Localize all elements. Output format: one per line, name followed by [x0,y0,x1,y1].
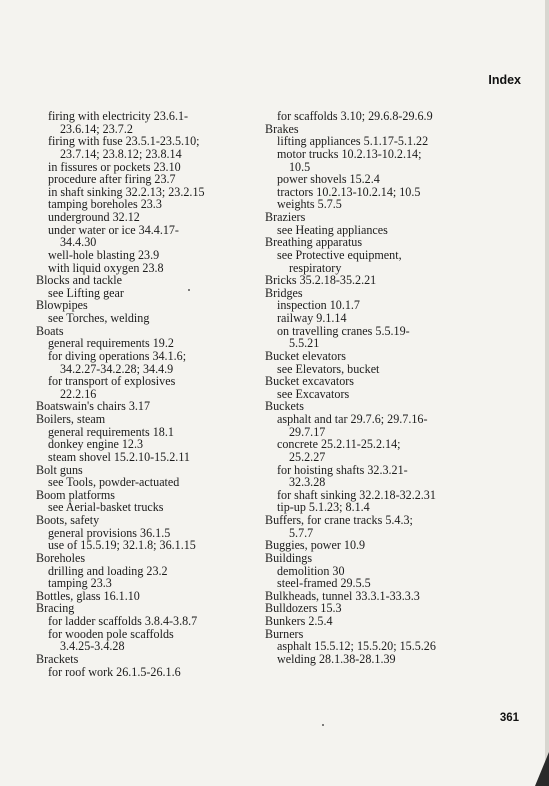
index-subentry: railway 9.1.14 [277,311,347,325]
index-heading: Boreholes [36,550,86,565]
index-subentry: general requirements 19.2 [48,336,174,351]
index-subentry: 34.4.30 [60,235,97,250]
index-column-left [36,110,258,678]
index-subentry: see Elevators, bucket [277,361,380,376]
index-subentry: tip-up 5.1.23; 8.1.4 [277,500,370,515]
index-subentry: demolition 30 [277,563,345,578]
index-subentry: general provisions 36.1.5 [48,525,171,540]
index-subentry: firing with electricity 23.6.1- [48,109,189,123]
index-heading: Blocks and tackle [36,273,122,288]
index-subentry: on travelling cranes 5.5.19- [277,323,410,338]
index-subentry: respiratory [289,260,342,275]
index-heading: Bricks 35.2.18-35.2.21 [265,273,377,288]
index-subentry: for shaft sinking 32.2.18-32.2.31 [277,487,436,502]
index-heading: Bulkheads, tunnel 33.3.1-33.3.3 [265,588,420,603]
index-heading: Bridges [265,285,303,300]
index-subentry: 3.4.25-3.4.28 [60,639,125,654]
index-heading: Buggies, power 10.9 [265,538,366,553]
index-subentry: for wooden pole scaffolds [48,626,174,641]
index-subentry: 5.5.21 [289,336,320,351]
index-heading: Buffers, for crane tracks 5.4.3; [265,513,413,527]
index-heading: Bucket excavators [265,374,354,389]
index-subentry: inspection 10.1.7 [277,298,360,313]
index-subentry: concrete 25.2.11-25.2.14; [277,437,401,452]
index-subentry: steel-framed 29.5.5 [277,576,371,591]
index-subentry: for roof work 26.1.5-26.1.6 [48,664,181,679]
speck [188,289,190,291]
index-subentry: see Protective equipment, [277,247,402,262]
index-subentry: for scaffolds 3.10; 29.6.8-29.6.9 [277,109,433,123]
speck [322,724,324,726]
page-number: 361 [499,712,519,724]
index-subentry: for hoisting shafts 32.3.21- [277,462,408,477]
index-heading: Burners [265,626,304,641]
index-subentry: tamping boreholes 23.3 [48,197,162,212]
index-heading: Boom platforms [36,487,115,502]
index-subentry: underground 32.12 [48,210,140,224]
index-heading: Boats [36,323,64,338]
index-subentry: see Heating appliances [277,222,388,237]
index-heading: Boatswain's chairs 3.17 [36,399,151,414]
index-subentry: see Tools, powder-actuated [48,475,180,490]
index-subentry: drilling and loading 23.2 [48,563,168,578]
index-subentry: use of 15.5.19; 32.1.8; 36.1.15 [48,538,196,553]
index-subentry: donkey engine 12.3 [48,437,144,452]
index-subentry: weights 5.7.5 [277,197,342,212]
index-subentry: firing with fuse 23.5.1-23.5.10; [48,134,200,149]
index-heading: Bracing [36,601,75,616]
index-subentry: 25.2.27 [289,449,326,464]
index-subentry: for transport of explosives [48,374,176,389]
index-heading: Bucket elevators [265,348,346,363]
index-subentry: general requirements 18.1 [48,424,174,439]
index-heading: Breathing apparatus [265,235,363,250]
index-subentry: 10.5 [289,159,311,174]
index-heading: Bunkers 2.5.4 [265,614,333,628]
index-subentry: procedure after firing 23.7 [48,172,176,187]
index-heading: 5.7.7 [289,525,314,540]
index-heading: Boilers, steam [36,412,106,426]
index-subentry: see Aerial-basket trucks [48,500,164,515]
index-heading: Brackets [36,651,79,666]
index-subentry: in shaft sinking 32.2.13; 23.2.15 [48,184,205,199]
index-subentry: asphalt and tar 29.7.6; 29.7.16- [277,412,428,426]
index-subentry: lifting appliances 5.1.17-5.1.22 [277,134,429,149]
index-column-right [265,110,519,666]
index-subentry: 32.3.28 [289,475,326,490]
index-subentry: power shovels 15.2.4 [277,172,380,187]
index-subentry: see Excavators [277,386,350,401]
index-subentry: motor trucks 10.2.13-10.2.14; [277,146,422,161]
index-heading: Bottles, glass 16.1.10 [36,588,140,603]
index-subentry: well-hole blasting 23.9 [48,247,160,262]
index-heading: Braziers [265,210,306,224]
index-heading: Blowpipes [36,298,88,313]
index-subentry: see Lifting gear [48,285,124,300]
index-subentry: 23.6.14; 23.7.2 [60,121,133,136]
index-heading: Buckets [265,399,304,414]
index-heading: Boots, safety [36,513,100,527]
index-subentry: see Torches, welding [48,311,150,325]
index-heading: Buildings [265,550,313,565]
index-subentry: steam shovel 15.2.10-15.2.11 [48,449,190,464]
index-subentry: for diving operations 34.1.6; [48,348,187,363]
index-subentry: with liquid oxygen 23.8 [48,260,164,275]
index-subentry: under water or ice 34.4.17- [48,222,179,237]
index-subentry: 34.2.27-34.2.28; 34.4.9 [60,361,174,376]
page-edge [545,0,549,786]
running-header: Index [488,73,521,87]
index-subentry: welding 28.1.38-28.1.39 [277,651,396,666]
index-subentry: 23.7.14; 23.8.12; 23.8.14 [60,146,182,161]
index-subentry: tractors 10.2.13-10.2.14; 10.5 [277,184,421,199]
index-subentry: 29.7.17 [289,424,326,439]
corner-mark [535,752,549,786]
index-subentry: tamping 23.3 [48,576,112,591]
index-heading: Bolt guns [36,462,83,477]
index-heading: Brakes [265,121,299,136]
index-subentry: in fissures or pockets 23.10 [48,159,181,174]
index-subentry: asphalt 15.5.12; 15.5.20; 15.5.26 [277,639,436,654]
index-subentry: for ladder scaffolds 3.8.4-3.8.7 [48,614,198,628]
index-subentry: 22.2.16 [60,386,97,401]
index-heading: Bulldozers 15.3 [265,601,342,616]
